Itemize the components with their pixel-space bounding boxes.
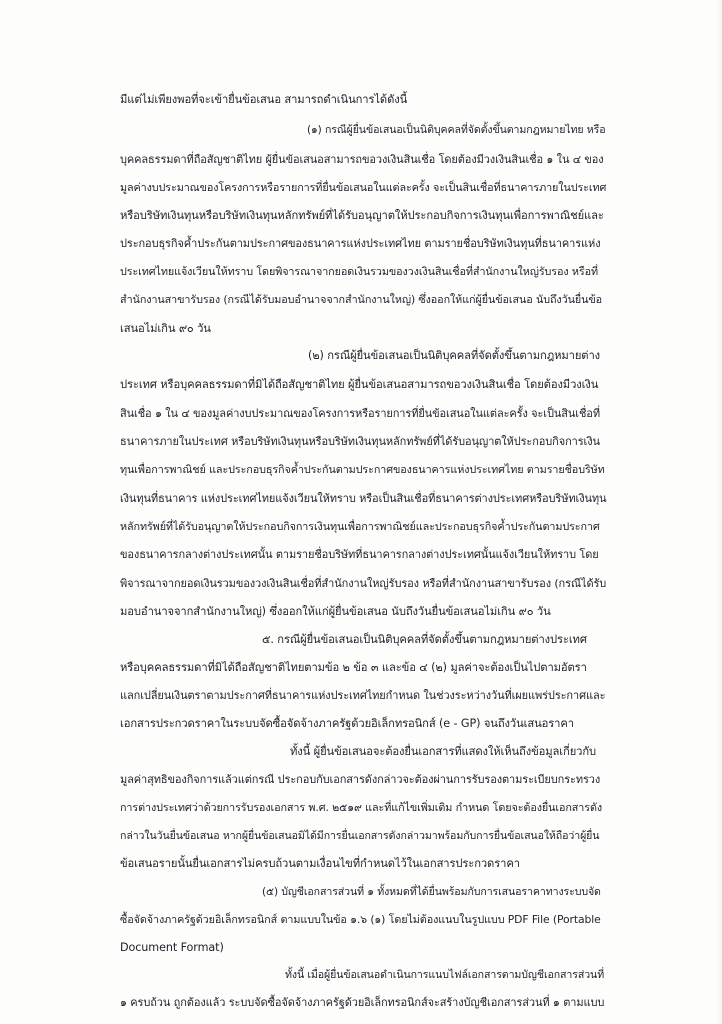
text-line: ของธนาคารกลางต่างประเทศนั้น ตามรายชื่อบริษัทที่ธนาคารกลางต่างประเทศนั้นแจ้งเวียนให้ทราบ โดย	[120, 548, 599, 561]
text-line: ข้อเสนอรายนั้นยื่นเอกสารไม่ครบถ้วนตามเงื่อนไขที่กำหนดไว้ในเอกสารประกวดราคา	[120, 857, 520, 870]
text-line: ประเทศ หรือบุคคลธรรมดาที่มิได้ถือสัญชาติไทย ผู้ยื่นข้อเสนอสามารถขอวงเงินสินเชื่อ โดยต้องมีวงเงิน	[120, 378, 599, 391]
text-line: ประกอบธุรกิจค้ำประกันตามประกาศของธนาคารแห่งประเทศไทย ตามรายชื่อบริษัทเงินทุนที่ธนาคารแห่ง	[120, 237, 601, 250]
text-line: ซื้อจัดจ้างภาครัฐด้วยอิเล็กทรอนิกส์ ตามแบบในข้อ ๑.๖ (๑) โดยไม่ต้องแนบในรูปแบบ PDF File (Portable	[120, 913, 601, 926]
text-line: หรือบุคคลธรรมดาที่มิได้ถือสัญชาติไทยตามข้อ ๒ ข้อ ๓ และข้อ ๔ (๒) มูลค่าจะต้องเป็นไปตามอัตรา	[120, 661, 587, 674]
text-line: ๑ ครบถ้วน ถูกต้องแล้ว ระบบจัดซื้อจัดจ้างภาครัฐด้วยอิเล็กทรอนิกส์จะสร้างบัญชีเอกสารส่วนที่ ๑ ตามแบบ	[120, 996, 605, 1009]
text-line: ทั้งนี้ เมื่อผู้ยื่นข้อเสนอดำเนินการแนบไฟล์เอกสารตามบัญชีเอกสารส่วนที่	[285, 969, 605, 981]
text-line: แลกเปลี่ยนเงินตราตามประกาศที่ธนาคารแห่งประเทศไทยกำหนด ในช่วงระหว่างวันที่เผยแพร่ประกาศและ	[120, 689, 606, 702]
text-line: ประเทศไทยแจ้งเวียนให้ทราบ โดยพิจารณาจากยอดเงินรวมของวงเงินสินเชื่อที่สำนักงานใหญ่รับรอง หรือที่	[120, 265, 598, 278]
text-line: (๑) กรณีผู้ยื่นข้อเสนอเป็นนิติบุคคลที่จัดตั้งขึ้นตามกฎหมายไทย หรือ	[307, 124, 606, 136]
text-line: มูลค่าสุทธิของกิจการแล้วแต่กรณี ประกอบกับเอกสารดังกล่าวจะต้องผ่านการรับรองตามระเบียบกระทรวง	[120, 773, 601, 786]
text-line: สำนักงานสาขารับรอง (กรณีได้รับมอบอำนาจจากสำนักงานใหญ่) ซึ่งออกให้แก่ผู้ยื่นข้อเสนอ นับถึงวันยื่นข้อ	[120, 293, 603, 306]
text-line: มอบอำนาจจากสำนักงานใหญ่) ซึ่งออกให้แก่ผู้ยื่นข้อเสนอ นับถึงวันยื่นข้อเสนอไม่เกิน ๙๐ วัน	[120, 605, 551, 618]
text-line: มีแต่ไม่เพียงพอที่จะเข้ายื่นข้อเสนอ สามารถดำเนินการได้ดังนี้	[120, 93, 408, 106]
text-line: เอกสารประกวดราคาในระบบจัดซื้อจัดจ้างภาครัฐด้วยอิเล็กทรอนิกส์ (e - GP) จนถึงวันเสนอราคา	[120, 717, 574, 730]
text-line: (๕) บัญชีเอกสารส่วนที่ ๑ ทั้งหมดที่ได้ยื่นพร้อมกับการเสนอราคาทางระบบจัด	[262, 886, 601, 898]
text-line: มูลค่างบประมาณของโครงการหรือรายการที่ยื่นข้อเสนอในแต่ละครั้ง จะเป็นสินเชื่อที่ธนาคารภายในประเทศ	[120, 181, 607, 194]
text-line: ทุนเพื่อการพาณิชย์ และประกอบธุรกิจค้ำประกันตามประกาศของธนาคารแห่งประเทศไทย ตามรายชื่อบริษัท	[120, 463, 605, 476]
text-line: ๕. กรณีผู้ยื่นข้อเสนอเป็นนิติบุคคลที่จัดตั้งขึ้นตามกฎหมายต่างประเทศ	[262, 633, 587, 646]
text-line: หรือบริษัทเงินทุนหรือบริษัทเงินทุนหลักทรัพย์ที่ได้รับอนุญาตให้ประกอบกิจการเงินทุนเพื่อการพาณิชย์และ	[120, 209, 604, 222]
text-line: กล่าวในวันยื่นข้อเสนอ หากผู้ยื่นข้อเสนอมิได้มีการยื่นเอกสารดังกล่าวมาพร้อมกับการยื่นข้อเสนอให้ถือว่าผู้ยื่น	[120, 830, 600, 842]
text-line: Document Format)	[120, 941, 224, 954]
text-line: เสนอไม่เกิน ๙๐ วัน	[120, 322, 211, 335]
text-line: บุคคลธรรมดาที่ถือสัญชาติไทย ผู้ยื่นข้อเสนอสามารถขอวงเงินสินเชื่อ โดยต้องมีวงเงินสินเชื่อ ๑ ใน ๔ ของ	[120, 153, 604, 166]
text-line: การต่างประเทศว่าด้วยการรับรองเอกสาร พ.ศ. ๒๕๑๙ และที่แก้ไขเพิ่มเติม กำหนด โดยจะต้องยื่นเอกสารดัง	[120, 801, 603, 814]
scan-shadow	[716, 0, 722, 1024]
text-line: (๒) กรณีผู้ยื่นข้อเสนอเป็นนิติบุคคลที่จัดตั้งขึ้นตามกฎหมายต่าง	[308, 349, 600, 362]
text-line: เงินทุนที่ธนาคาร แห่งประเทศไทยแจ้งเวียนให้ทราบ หรือเป็นสินเชื่อที่ธนาคารต่างประเทศหรือบริษัทเงินทุน	[120, 492, 607, 505]
text-line: ทั้งนี้ ผู้ยื่นข้อเสนอจะต้องยื่นเอกสารที่แสดงให้เห็นถึงข้อมูลเกี่ยวกับ	[290, 745, 597, 758]
text-line: หลักทรัพย์ที่ได้รับอนุญาตให้ประกอบกิจการเงินทุนเพื่อการพาณิชย์และประกอบธุรกิจค้ำประกันตามประกาศ	[120, 520, 600, 533]
text-line: พิจารณาจากยอดเงินรวมของวงเงินสินเชื่อที่สำนักงานใหญ่รับรอง หรือที่สำนักงานสาขารับรอง (กรณีได้รับ	[120, 577, 607, 590]
text-line: ธนาคารภายในประเทศ หรือบริษัทเงินทุนหรือบริษัทเงินทุนหลักทรัพย์ที่ได้รับอนุญาตให้ประกอบกิจการเงิน	[120, 435, 600, 448]
text-line: สินเชื่อ ๑ ใน ๔ ของมูลค่างบประมาณของโครงการหรือรายการที่ยื่นข้อเสนอในแต่ละครั้ง จะเป็นสินเชื่อที่	[120, 407, 600, 420]
